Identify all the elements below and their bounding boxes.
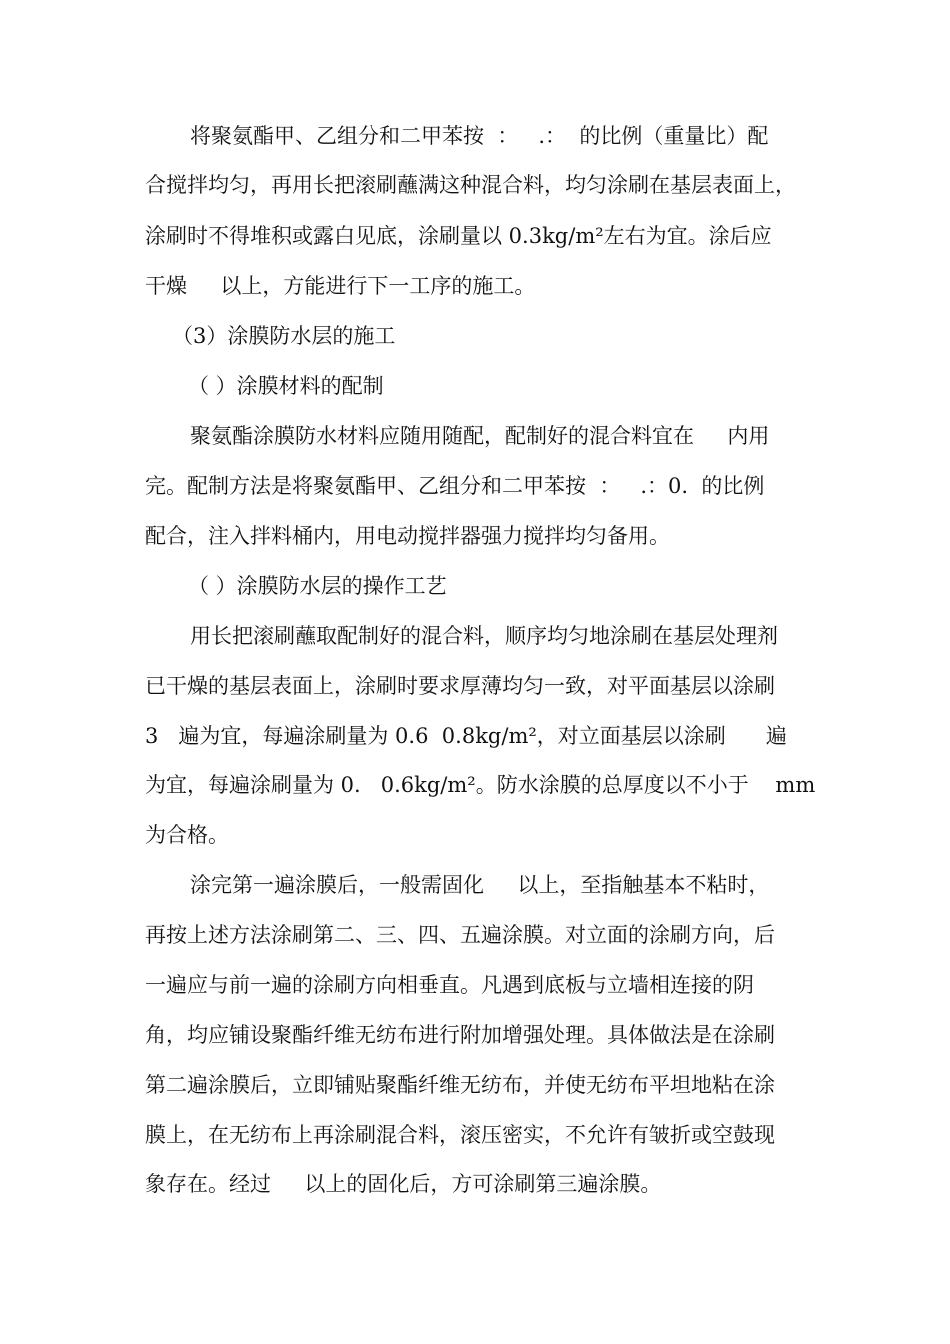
section-heading: （3）涂膜防水层的施工 <box>172 324 396 348</box>
paragraph-line: 为合格。 <box>145 823 229 847</box>
paragraph-line: 为宜，每遍涂刷量为 0. 0.6kg/m²。防水涂膜的总厚度以不小于 mm <box>145 773 816 797</box>
paragraph-line: 将聚氨酯甲、乙组分和二甲苯按 ： .： 的比例（重量比）配 <box>190 124 769 148</box>
paragraph-line: 用长把滚刷蘸取配制好的混合料，顺序均匀地涂刷在基层处理剂 <box>190 624 778 648</box>
paragraph-line: 象存在。经过 以上的固化后，方可涂刷第三遍涂膜。 <box>145 1172 662 1196</box>
paragraph-line: 角，均应铺设聚酯纤维无纺布进行附加增强处理。具体做法是在涂刷 <box>145 1023 775 1047</box>
paragraph-line: 干燥 以上，方能进行下一工序的施工。 <box>145 274 536 298</box>
paragraph-line: 完。配制方法是将聚氨酯甲、乙组分和二甲苯按 ： .：0. 的比例 <box>145 474 765 498</box>
paragraph-line: 第二遍涂膜后，立即铺贴聚酯纤维无纺布，并使无纺布平坦地粘在涂 <box>145 1073 775 1097</box>
subsection-heading: （ ）涂膜防水层的操作工艺 <box>188 574 447 598</box>
paragraph-line: 聚氨酯涂膜防水材料应随用随配，配制好的混合料宜在 内用 <box>190 424 770 448</box>
paragraph-line: 配合，注入拌料桶内，用电动搅拌器强力搅拌均匀备用。 <box>145 524 670 548</box>
paragraph-line: 膜上，在无纺布上再涂刷混合料，滚压密实，不允许有皱折或空鼓现 <box>145 1123 775 1147</box>
paragraph-line: 涂完第一遍涂膜后，一般需固化 以上，至指触基本不粘时， <box>190 873 770 897</box>
paragraph-line: 再按上述方法涂刷第二、三、四、五遍涂膜。对立面的涂刷方向，后 <box>145 923 775 947</box>
paragraph-line: 一遍应与前一遍的涂刷方向相垂直。凡遇到底板与立墙相连接的阴 <box>145 973 754 997</box>
paragraph-line: 3 遍为宜，每遍涂刷量为 0.6 0.8kg/m²，对立面基层以涂刷 遍 <box>145 724 787 748</box>
subsection-heading: （ ）涂膜材料的配制 <box>188 374 384 398</box>
paragraph-line: 已干燥的基层表面上，涂刷时要求厚薄均匀一致，对平面基层以涂刷 <box>145 674 775 698</box>
paragraph-line: 涂刷时不得堆积或露白见底，涂刷量以 0.3kg/m²左右为宜。涂后应 <box>145 224 772 248</box>
paragraph-line: 合搅拌均匀，再用长把滚刷蘸满这种混合料，均匀涂刷在基层表面上， <box>145 173 796 197</box>
